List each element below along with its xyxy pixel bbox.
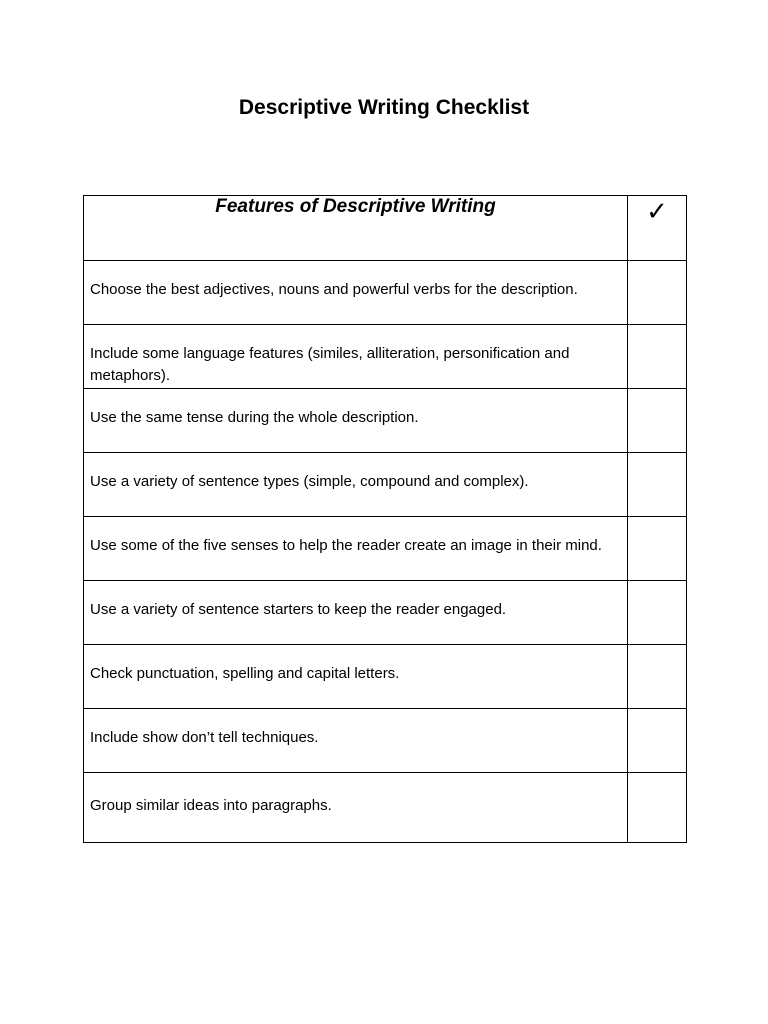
checklist-item: Use a variety of sentence starters to keep the reader engaged. [84, 581, 628, 645]
table-header-row [84, 196, 687, 261]
table-row [84, 645, 687, 709]
features-header: Features of Descriptive Writing [84, 196, 628, 261]
check-box-cell[interactable] [628, 389, 687, 453]
checklist-item: Check punctuation, spelling and capital letters. [84, 645, 628, 709]
check-box-cell[interactable] [628, 261, 687, 325]
page-title: Descriptive Writing Checklist [238, 96, 530, 119]
checklist-table [83, 195, 687, 843]
check-box-cell[interactable] [628, 645, 687, 709]
checklist-item: Include show don’t tell techniques. [84, 709, 628, 773]
check-box-cell[interactable] [628, 325, 687, 389]
table-row [84, 261, 687, 325]
checkmark-icon: ✓ [628, 196, 687, 261]
table-row [84, 773, 687, 843]
checklist-item: Use some of the five senses to help the reader create an image in their mind. [84, 517, 628, 581]
table-row [84, 453, 687, 517]
table-row [84, 389, 687, 453]
checklist-item: Use a variety of sentence types (simple, compound and complex). [84, 453, 628, 517]
checklist-item: Choose the best adjectives, nouns and powerful verbs for the description. [84, 261, 628, 325]
check-box-cell[interactable] [628, 517, 687, 581]
check-box-cell[interactable] [628, 773, 687, 843]
checklist-item: Include some language features (similes, alliteration, personification and metaphors). [84, 325, 628, 389]
check-box-cell[interactable] [628, 453, 687, 517]
checklist-item: Use the same tense during the whole description. [84, 389, 628, 453]
table-row [84, 325, 687, 389]
check-box-cell[interactable] [628, 709, 687, 773]
table-row [84, 709, 687, 773]
table-row [84, 517, 687, 581]
table-row [84, 581, 687, 645]
checklist-item: Group similar ideas into paragraphs. [84, 773, 628, 843]
check-box-cell[interactable] [628, 581, 687, 645]
